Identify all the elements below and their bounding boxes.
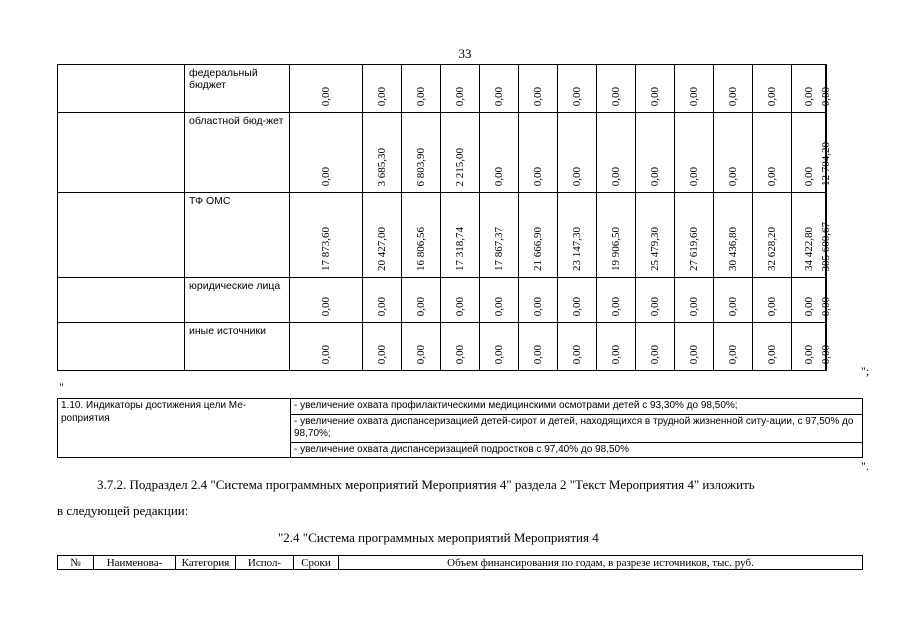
financing-value: 0,00: [649, 166, 661, 186]
financing-value: 0,00: [571, 166, 583, 186]
funding-source-label: юридические лица: [185, 278, 290, 323]
financing-value-cell: [558, 193, 597, 278]
financing-value-cell: [636, 113, 675, 193]
financing-value: 30 436,80: [727, 227, 739, 271]
financing-value-cell: [558, 113, 597, 193]
financing-value: 0,00: [610, 296, 622, 316]
financing-value-cell: [290, 323, 363, 371]
financing-value-cell: [480, 193, 519, 278]
financing-value: 0,00: [766, 296, 778, 316]
header-number: №: [58, 556, 94, 570]
closing-quote-2: ".: [861, 459, 869, 473]
financing-value: 17 873,60: [320, 227, 332, 271]
financing-value-cell: [363, 193, 402, 278]
financing-value-cell: [714, 113, 753, 193]
financing-value: 0,00: [820, 344, 832, 364]
financing-value: 0,00: [727, 296, 739, 316]
financing-value: 0,00: [766, 166, 778, 186]
financing-value: 0,00: [610, 86, 622, 106]
financing-value-cell: [363, 65, 402, 113]
funding-source-label: областной бюд-жет: [185, 113, 290, 193]
financing-value-cell: [480, 323, 519, 371]
financing-value-cell: [714, 278, 753, 323]
financing-value-cell: [519, 193, 558, 278]
indicator-item: - увеличение охвата профилактическими медицинскими осмотрами детей с 93,30% до 98,50%;: [291, 399, 862, 415]
financing-value-cell: [753, 193, 792, 278]
financing-value: 0,00: [454, 86, 466, 106]
financing-value-cell: [753, 113, 792, 193]
financing-value-cell: [402, 323, 441, 371]
financing-row: [58, 278, 827, 323]
financing-value-cell: [714, 193, 753, 278]
financing-value-cell: [290, 193, 363, 278]
financing-value-cell: [753, 65, 792, 113]
financing-value-cell: [290, 113, 363, 193]
financing-value: 0,00: [532, 344, 544, 364]
blank-cell: [58, 113, 185, 193]
financing-value-cell: [441, 193, 480, 278]
financing-value: 305 600,67: [820, 221, 832, 271]
financing-value-cell: [402, 65, 441, 113]
financing-value: 0,00: [532, 86, 544, 106]
financing-value: 0,00: [727, 166, 739, 186]
financing-row: [58, 113, 827, 193]
financing-value: 0,00: [820, 296, 832, 316]
financing-value-cell: [597, 113, 636, 193]
page-number: 33: [458, 46, 472, 61]
financing-value-cell: [753, 278, 792, 323]
indicators-label: 1.10. Индикаторы достижения цели Ме-роприятия: [58, 399, 291, 458]
financing-value: 0,00: [610, 344, 622, 364]
financing-value-cell: [441, 323, 480, 371]
financing-value-cell: [290, 65, 363, 113]
financing-value: 0,00: [454, 296, 466, 316]
header-name: Наименова-: [94, 556, 176, 570]
financing-value: 34 422,80: [802, 227, 815, 271]
financing-table: [57, 64, 832, 371]
paragraph-line-2: в следующей редакции:: [57, 503, 189, 518]
financing-value: 0,00: [802, 86, 815, 106]
financing-value-cell: [480, 65, 519, 113]
financing-value: 0,00: [320, 296, 332, 316]
financing-value-cell: [820, 323, 832, 371]
financing-value-cell: [363, 113, 402, 193]
paragraph-line-1: 3.7.2. Подраздел 2.4 "Система программных мероприятий Мероприятия 4" раздела 2 "Текст Мероприятия 4" изложить: [97, 477, 755, 492]
financing-value: 0,00: [649, 296, 661, 316]
financing-value-cell: [441, 278, 480, 323]
funding-source-label: иные источники: [185, 323, 290, 371]
financing-value-cell: [714, 65, 753, 113]
financing-value: 0,00: [376, 296, 388, 316]
financing-value: 0,00: [688, 86, 700, 106]
financing-value-cell: [675, 113, 714, 193]
financing-value-cell: [597, 193, 636, 278]
financing-value-cell: [820, 278, 832, 323]
financing-value: 0,00: [688, 344, 700, 364]
financing-value: 0,00: [649, 344, 661, 364]
financing-value: 0,00: [454, 344, 466, 364]
financing-value: 0,00: [766, 344, 778, 364]
financing-value: 21 666,90: [532, 227, 544, 271]
financing-value: 0,00: [532, 166, 544, 186]
financing-value-cell: [820, 65, 832, 113]
financing-value: 0,00: [320, 166, 332, 186]
financing-value-cell: [480, 113, 519, 193]
header-category: Категория: [176, 556, 236, 570]
header-deadlines: Сроки: [294, 556, 339, 570]
financing-value: 0,00: [766, 86, 778, 106]
financing-value: 20 427,00: [376, 227, 388, 271]
opening-quote: ": [59, 380, 64, 394]
financing-value: 0,00: [688, 166, 700, 186]
financing-value: 2 215,00: [454, 147, 466, 186]
financing-value-cell: [675, 65, 714, 113]
financing-value-cell: [675, 323, 714, 371]
financing-value-cell: [597, 278, 636, 323]
financing-value-cell: [363, 278, 402, 323]
financing-value: 0,00: [320, 344, 332, 364]
financing-value: 0,00: [610, 166, 622, 186]
financing-value: 0,00: [320, 86, 332, 106]
financing-value-cell: [402, 193, 441, 278]
financing-value: 23 147,30: [571, 227, 583, 271]
financing-value: 0,00: [376, 86, 388, 106]
financing-value-cell: [558, 65, 597, 113]
financing-value: 0,00: [415, 296, 427, 316]
financing-value: 16 806,56: [415, 227, 427, 271]
financing-value: 0,00: [649, 86, 661, 106]
financing-value-cell: [480, 278, 519, 323]
blank-cell: [58, 278, 185, 323]
financing-value-cell: [820, 113, 832, 193]
header-financing: Объем финансирования по годам, в разрезе источников, тыс. руб.: [339, 556, 863, 570]
financing-value-cell: [519, 278, 558, 323]
indicator-item: - увеличение охвата диспансеризацией подростков с 97,40% до 98,50%: [294, 443, 629, 455]
financing-value-cell: [675, 278, 714, 323]
financing-value-cell: [636, 193, 675, 278]
closing-quote: ";: [861, 364, 870, 378]
section-heading: "2.4 "Система программных мероприятий Мероприятия 4: [278, 530, 599, 545]
blank-cell: [58, 193, 185, 278]
financing-value-cell: [675, 193, 714, 278]
financing-value: 0,00: [820, 86, 832, 106]
financing-value-cell: [441, 65, 480, 113]
financing-value: 0,00: [802, 166, 815, 186]
program-measures-header-table: [57, 555, 863, 570]
financing-value: 12 704,20: [820, 142, 832, 186]
funding-source-label: ТФ ОМС: [185, 193, 290, 278]
financing-value-cell: [441, 113, 480, 193]
financing-value: 6 803,90: [415, 147, 427, 186]
financing-value: 0,00: [532, 296, 544, 316]
financing-value-cell: [558, 278, 597, 323]
financing-value: 3 685,30: [376, 147, 388, 186]
financing-value-cell: [402, 113, 441, 193]
funding-source-label: федеральный бюджет: [185, 65, 290, 113]
financing-value: 0,00: [493, 296, 505, 316]
financing-value-cell: [519, 323, 558, 371]
financing-value: 25 479,30: [649, 227, 661, 271]
financing-value: 0,00: [802, 344, 815, 364]
financing-value: 17 867,37: [493, 227, 505, 271]
financing-value: 0,00: [571, 296, 583, 316]
financing-value-cell: [363, 323, 402, 371]
financing-value-cell: [519, 65, 558, 113]
financing-value-cell: [714, 323, 753, 371]
financing-value: 0,00: [415, 86, 427, 106]
financing-value: 0,00: [727, 344, 739, 364]
financing-row: [58, 323, 827, 371]
financing-value: 0,00: [415, 344, 427, 364]
financing-value: 17 318,74: [454, 227, 466, 271]
financing-row: [58, 193, 827, 278]
financing-value: 0,00: [493, 344, 505, 364]
financing-value-cell: [636, 65, 675, 113]
financing-value-cell: [519, 113, 558, 193]
indicators-table: [57, 398, 863, 458]
financing-value: 0,00: [571, 344, 583, 364]
financing-value: 32 628,20: [766, 227, 778, 271]
blank-cell: [58, 323, 185, 371]
financing-value: 0,00: [571, 86, 583, 106]
financing-value-cell: [636, 323, 675, 371]
header-executor: Испол-: [236, 556, 294, 570]
financing-value: 0,00: [802, 296, 815, 316]
financing-value-cell: [402, 278, 441, 323]
financing-value: 0,00: [727, 86, 739, 106]
financing-value-cell: [636, 278, 675, 323]
financing-value: 0,00: [493, 166, 505, 186]
financing-value: 0,00: [688, 296, 700, 316]
financing-value-cell: [597, 65, 636, 113]
financing-row: [58, 65, 827, 113]
financing-value: 27 619,60: [688, 227, 700, 271]
financing-value-cell: [558, 323, 597, 371]
financing-value-cell: [753, 323, 792, 371]
financing-value: 0,00: [376, 344, 388, 364]
financing-value-cell: [290, 278, 363, 323]
financing-value: 19 906,50: [610, 227, 622, 271]
financing-value-cell: [820, 193, 832, 278]
financing-value-cell: [597, 323, 636, 371]
financing-value: 0,00: [493, 86, 505, 106]
blank-cell: [58, 65, 185, 113]
indicator-item: - увеличение охвата диспансеризацией детей-сирот и детей, находящихся в трудной жизненной ситу-ации, с 97,50% до 98,70%;: [291, 415, 862, 443]
